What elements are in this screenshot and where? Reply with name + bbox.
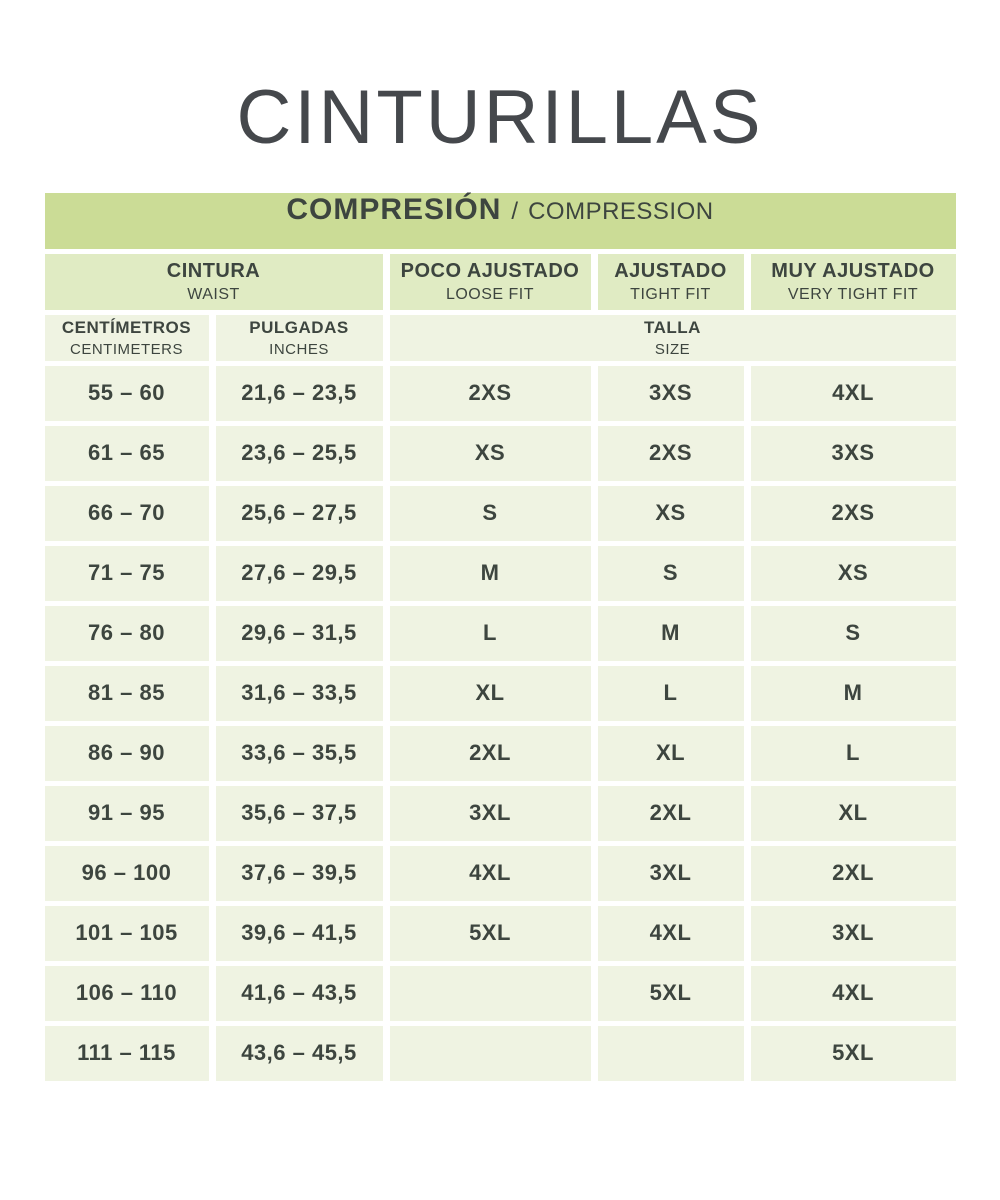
very-tight-fit-size-cell: M xyxy=(751,666,956,721)
cm-range-cell: 96 – 100 xyxy=(45,846,209,901)
cm-range-cell: 111 – 115 xyxy=(45,1026,209,1081)
cm-range-cell: 86 – 90 xyxy=(45,726,209,781)
loose-fit-size-cell: XS xyxy=(390,426,591,481)
measure-header-inches xyxy=(216,315,383,361)
loose-fit-size-cell: 4XL xyxy=(390,846,591,901)
cm-range-cell: 61 – 65 xyxy=(45,426,209,481)
inches-range-cell: 25,6 – 27,5 xyxy=(216,486,383,541)
loose-fit-size-cell: 3XL xyxy=(390,786,591,841)
measure-label-en: CENTIMETERS xyxy=(69,340,183,358)
very-tight-fit-size-cell: 4XL xyxy=(751,366,956,421)
loose-fit-size-cell xyxy=(390,1026,591,1081)
very-tight-fit-size-cell: 3XS xyxy=(751,426,956,481)
tight-fit-size-cell: L xyxy=(598,666,744,721)
column-header-tight-fit xyxy=(598,254,744,310)
loose-fit-size-cell: 2XL xyxy=(390,726,591,781)
tight-fit-size-cell: 2XS xyxy=(598,426,744,481)
inches-range-cell: 23,6 – 25,5 xyxy=(216,426,383,481)
inches-range-cell: 35,6 – 37,5 xyxy=(216,786,383,841)
inches-range-cell: 37,6 – 39,5 xyxy=(216,846,383,901)
inches-range-cell: 29,6 – 31,5 xyxy=(216,606,383,661)
cm-range-cell: 81 – 85 xyxy=(45,666,209,721)
inches-range-cell: 33,6 – 35,5 xyxy=(216,726,383,781)
very-tight-fit-size-cell: 4XL xyxy=(751,966,956,1021)
tight-fit-size-cell: 5XL xyxy=(598,966,744,1021)
very-tight-fit-size-cell: 3XL xyxy=(751,906,956,961)
inches-range-cell: 43,6 – 45,5 xyxy=(216,1026,383,1081)
header-label-en: COMPRESSION xyxy=(528,197,714,225)
very-tight-fit-size-cell: XS xyxy=(751,546,956,601)
measure-label-es: PULGADAS xyxy=(249,317,349,337)
column-label-es: AJUSTADO xyxy=(614,259,727,282)
measure-label-es: CENTÍMETROS xyxy=(61,317,192,337)
column-label-en: LOOSE FIT xyxy=(445,285,535,303)
inches-range-cell: 31,6 – 33,5 xyxy=(216,666,383,721)
tight-fit-size-cell: 2XL xyxy=(598,786,744,841)
very-tight-fit-size-cell: L xyxy=(751,726,956,781)
inches-range-cell: 27,6 – 29,5 xyxy=(216,546,383,601)
compression-size-table xyxy=(45,193,956,1081)
column-label-en: VERY TIGHT FIT xyxy=(787,285,919,303)
very-tight-fit-size-cell: XL xyxy=(751,786,956,841)
size-label-es: TALLA xyxy=(644,317,701,337)
loose-fit-size-cell xyxy=(390,966,591,1021)
cm-range-cell: 55 – 60 xyxy=(45,366,209,421)
size-header-talla xyxy=(390,315,956,361)
column-label-en: WAIST xyxy=(187,285,240,303)
loose-fit-size-cell: 5XL xyxy=(390,906,591,961)
page-title: CINTURILLAS xyxy=(236,75,764,160)
header-label-es: COMPRESIÓN xyxy=(286,192,502,226)
measure-header-centimeters xyxy=(45,315,209,361)
very-tight-fit-size-cell: 2XL xyxy=(751,846,956,901)
loose-fit-size-cell: L xyxy=(390,606,591,661)
measure-label-en: INCHES xyxy=(269,340,329,358)
tight-fit-size-cell: 4XL xyxy=(598,906,744,961)
loose-fit-size-cell: XL xyxy=(390,666,591,721)
column-header-very-tight-fit xyxy=(751,254,956,310)
cm-range-cell: 106 – 110 xyxy=(45,966,209,1021)
cm-range-cell: 76 – 80 xyxy=(45,606,209,661)
cm-range-cell: 91 – 95 xyxy=(45,786,209,841)
tight-fit-size-cell: S xyxy=(598,546,744,601)
size-label-en: SIZE xyxy=(654,340,691,358)
column-label-en: TIGHT FIT xyxy=(630,285,711,303)
column-label-es: MUY AJUSTADO xyxy=(771,259,935,282)
very-tight-fit-size-cell: S xyxy=(751,606,956,661)
cm-range-cell: 101 – 105 xyxy=(45,906,209,961)
loose-fit-size-cell: S xyxy=(390,486,591,541)
tight-fit-size-cell: XS xyxy=(598,486,744,541)
inches-range-cell: 39,6 – 41,5 xyxy=(216,906,383,961)
tight-fit-size-cell xyxy=(598,1026,744,1081)
column-header-loose-fit xyxy=(390,254,591,310)
column-label-es: CINTURA xyxy=(166,259,261,282)
inches-range-cell: 21,6 – 23,5 xyxy=(216,366,383,421)
tight-fit-size-cell: XL xyxy=(598,726,744,781)
column-header-waist xyxy=(45,254,383,310)
very-tight-fit-size-cell: 2XS xyxy=(751,486,956,541)
cm-range-cell: 71 – 75 xyxy=(45,546,209,601)
inches-range-cell: 41,6 – 43,5 xyxy=(216,966,383,1021)
cm-range-cell: 66 – 70 xyxy=(45,486,209,541)
tight-fit-size-cell: 3XS xyxy=(598,366,744,421)
loose-fit-size-cell: 2XS xyxy=(390,366,591,421)
tight-fit-size-cell: M xyxy=(598,606,744,661)
table-header-compression xyxy=(45,193,956,249)
column-label-es: POCO AJUSTADO xyxy=(400,259,580,282)
loose-fit-size-cell: M xyxy=(390,546,591,601)
header-separator: / xyxy=(511,197,519,225)
very-tight-fit-size-cell: 5XL xyxy=(751,1026,956,1081)
tight-fit-size-cell: 3XL xyxy=(598,846,744,901)
